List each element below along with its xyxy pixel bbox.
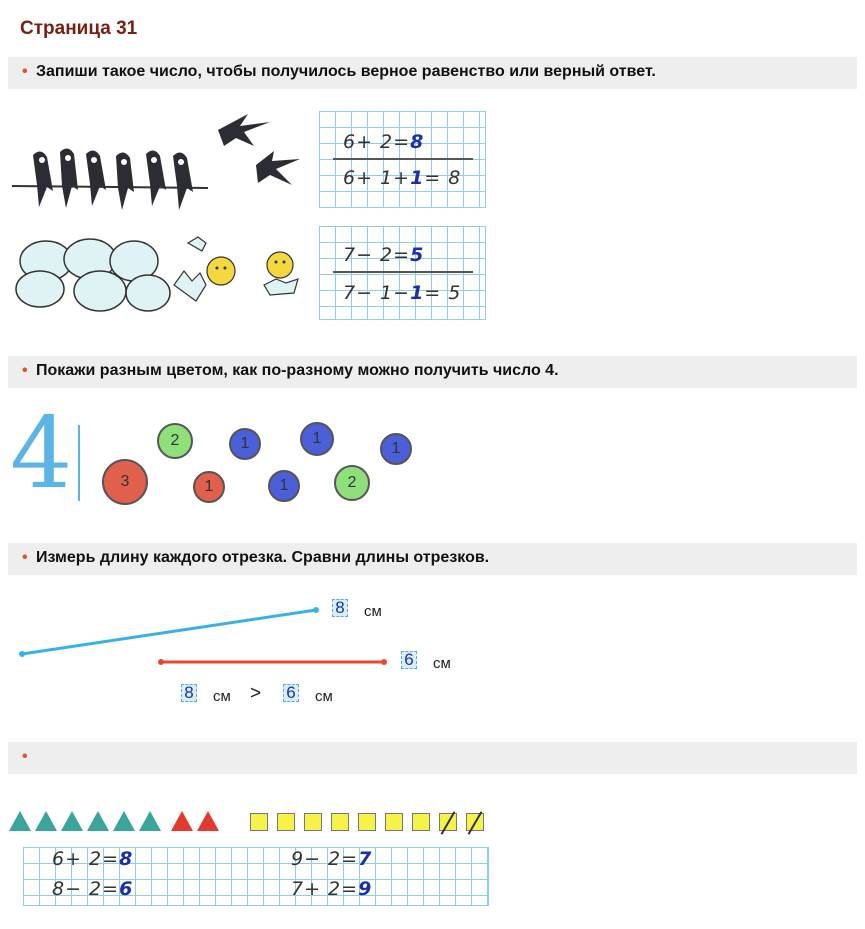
equation-expression: 9− 2= (291, 848, 359, 870)
compare-sign: > (250, 683, 262, 704)
triangle-shape (197, 811, 219, 831)
triangle-shape (171, 811, 193, 831)
square-shape (412, 813, 430, 831)
squares-row (250, 813, 484, 831)
square-shape (304, 813, 322, 831)
triangle-shape (61, 811, 83, 831)
segments-drawing (0, 590, 420, 680)
circle-label: 1 (204, 478, 214, 495)
segment-endpoint (381, 659, 387, 665)
answer-value: 8 (410, 131, 425, 153)
equation-expression: 7− 2= (343, 244, 411, 266)
task-text-2: Покажи разным цветом, как по-разному можно получить число 4. (36, 362, 559, 379)
circle-label: 2 (347, 474, 357, 491)
divider-line (333, 271, 473, 273)
circle-label: 1 (279, 477, 289, 494)
compare-left-unit: см (213, 688, 231, 705)
equation-expression: = 8 (424, 167, 462, 189)
segment1-length-box: 8 (332, 599, 348, 617)
swallows-illustration (8, 110, 308, 220)
grid-eggs (319, 226, 486, 320)
answer-value: 1 (410, 167, 425, 189)
bullet-icon: • (22, 63, 28, 80)
triangle-shape (9, 811, 31, 831)
triangle-shape (113, 811, 135, 831)
number-circle (268, 470, 300, 502)
triangle-shape (35, 811, 57, 831)
big-number: 4 (10, 397, 73, 511)
number-circle (229, 428, 261, 460)
square-shape (331, 813, 349, 831)
strike-line (441, 811, 456, 835)
answer-value: 5 (410, 244, 425, 266)
equation-expression: = 5 (424, 282, 462, 304)
equation-3 (291, 848, 372, 870)
equation-eggs-bottom (343, 282, 461, 304)
strike-line (468, 811, 483, 835)
triangle-shape (139, 811, 161, 831)
square-shape (358, 813, 376, 831)
number-circle (193, 471, 225, 503)
segment2-unit: см (433, 655, 451, 672)
answer-value: 9 (358, 878, 373, 900)
triangle-shape (87, 811, 109, 831)
circle-label: 2 (170, 432, 180, 449)
square-shape (466, 813, 484, 831)
answer-value: 6 (119, 878, 134, 900)
compare-right-box: 6 (283, 684, 299, 702)
equation-expression: 6+ 2= (343, 131, 411, 153)
equation-expression: 6+ 2= (52, 848, 120, 870)
grid-equations (23, 847, 489, 906)
equation-expression: 8− 2= (52, 878, 120, 900)
segment1-unit: см (364, 603, 382, 620)
divider-line (78, 425, 80, 501)
square-shape (277, 813, 295, 831)
equation-birds-top (343, 131, 424, 153)
equation-2 (52, 878, 133, 900)
number-circle (334, 465, 370, 501)
segment-blue (22, 610, 316, 654)
number-circle (300, 422, 334, 456)
circle-label: 1 (240, 435, 250, 452)
equation-4 (291, 878, 372, 900)
segment-endpoint (19, 651, 25, 657)
equation-expression: 6+ 1+ (343, 167, 411, 189)
square-shape (385, 813, 403, 831)
task-header-1 (8, 57, 857, 89)
square-shape (250, 813, 268, 831)
circle-label: 3 (120, 473, 130, 490)
answer-value: 1 (410, 282, 425, 304)
equation-expression: 7− 1− (343, 282, 411, 304)
answer-value: 7 (358, 848, 373, 870)
number-circle (102, 459, 148, 505)
compare-left-box: 8 (181, 684, 197, 702)
compare-right-unit: см (315, 688, 333, 705)
equation-expression: 7+ 2= (291, 878, 359, 900)
task-text-1: Запиши такое число, чтобы получилось верное равенство или верный ответ. (36, 63, 656, 80)
task-header-4 (8, 742, 857, 774)
number-circle (157, 423, 193, 459)
triangles-row (9, 811, 219, 831)
task-header-2 (8, 356, 857, 388)
equation-1 (52, 848, 133, 870)
page-title: Страница 31 (20, 18, 138, 39)
number-circle (380, 433, 412, 465)
circle-label: 1 (312, 430, 322, 447)
task-text-3: Измерь длину каждого отрезка. Сравни длины отрезков. (36, 549, 490, 566)
divider-line (333, 158, 473, 160)
circle-label: 1 (391, 440, 401, 457)
grid-birds (319, 111, 486, 208)
equation-birds-bottom (343, 167, 461, 189)
bullet-icon: • (22, 549, 28, 566)
bullet-icon: • (22, 362, 28, 379)
equation-eggs-top (343, 244, 424, 266)
task-header-3 (8, 543, 857, 575)
square-shape (439, 813, 457, 831)
segment2-length-box: 6 (401, 651, 417, 669)
answer-value: 8 (119, 848, 134, 870)
segment-endpoint (158, 659, 164, 665)
eggs-chicks-illustration (8, 235, 308, 315)
segment-endpoint (313, 607, 319, 613)
bullet-icon: • (22, 748, 28, 765)
